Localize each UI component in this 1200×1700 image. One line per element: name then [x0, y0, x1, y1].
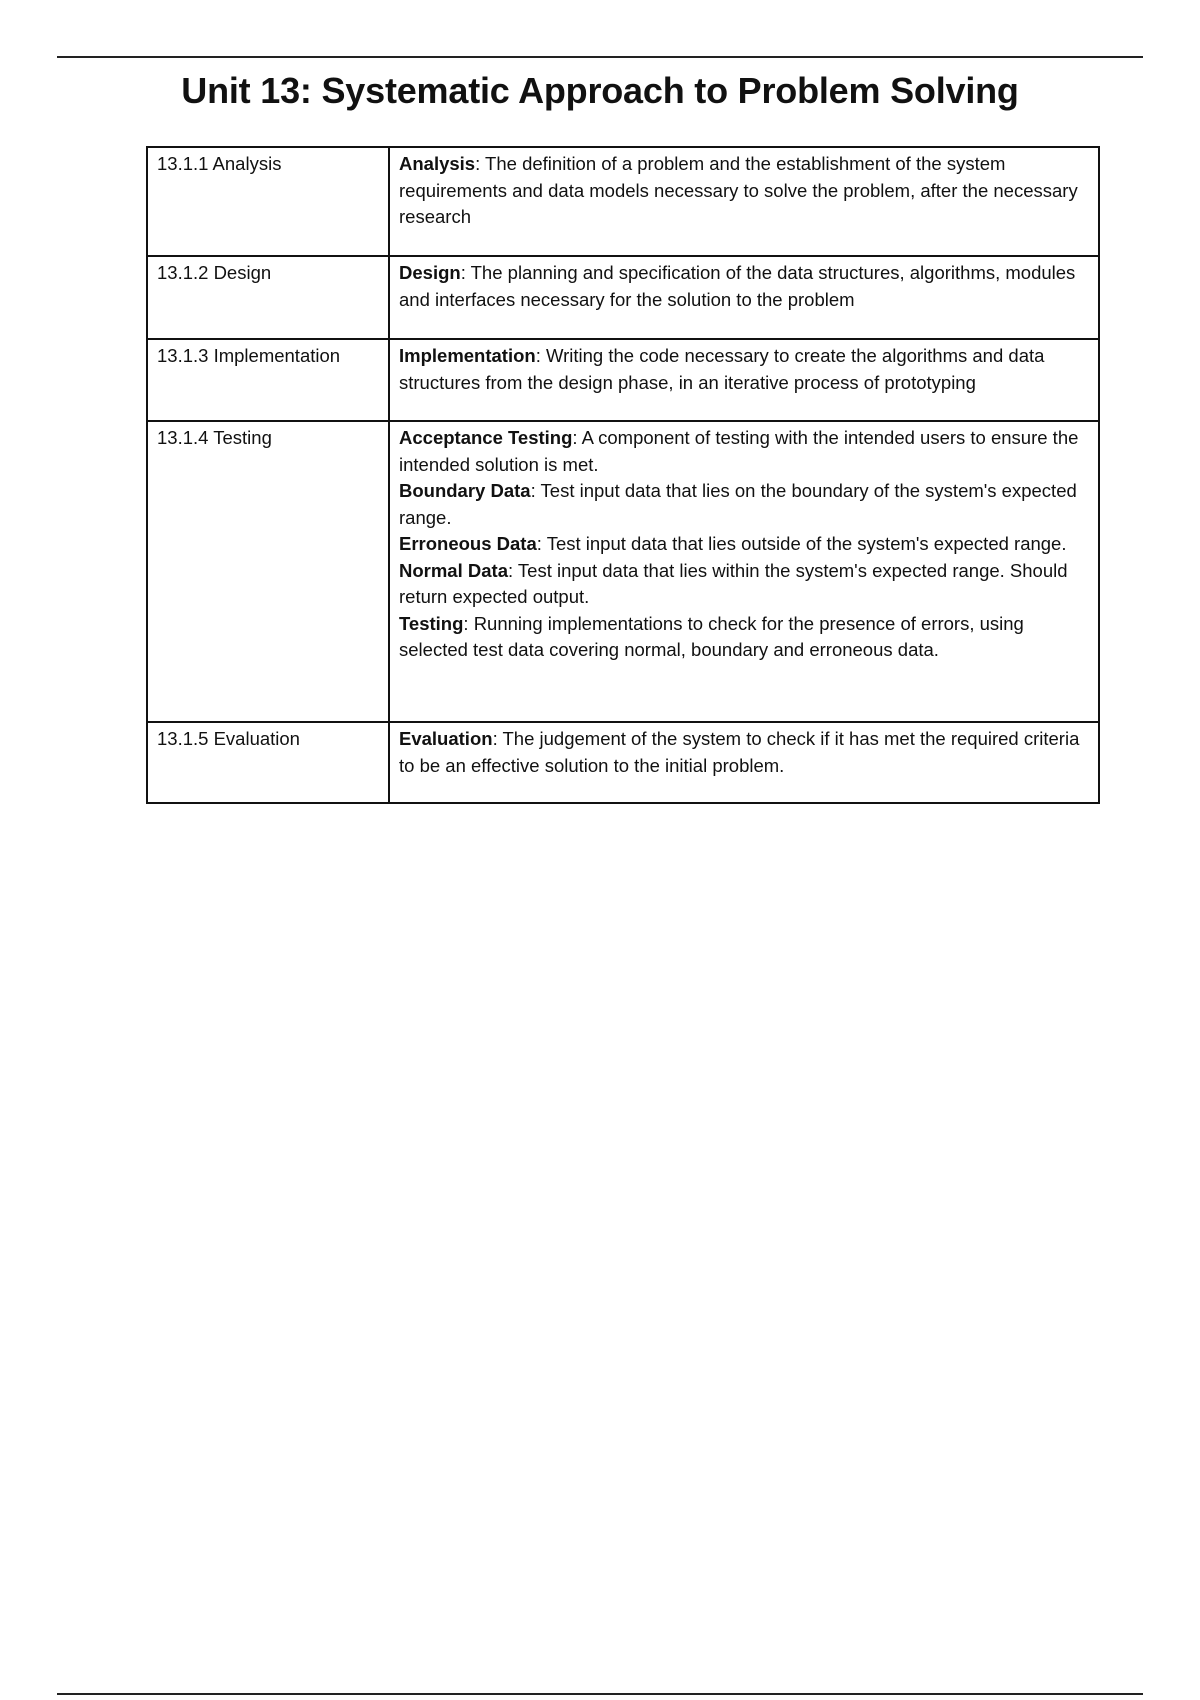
footer-rule	[57, 1693, 1143, 1695]
term-label: Analysis	[399, 153, 476, 174]
table-row	[147, 339, 1099, 421]
term-definition: : The definition of a problem and the establishment of the system requirements and data models necessary to solve the problem, after the necessary research	[399, 153, 1078, 227]
definition-entry	[399, 151, 1089, 231]
header-rule	[57, 56, 1143, 58]
term-definition: : The planning and specification of the data structures, algorithms, modules and interfaces necessary for the solution to the problem	[399, 262, 1076, 310]
definition-entry	[399, 726, 1089, 779]
definition-entry	[399, 260, 1089, 313]
term-definition: : Test input data that lies outside of the system's expected range.	[536, 533, 1067, 554]
term-definition: : A component of testing with the intended users to ensure the intended solution is met.	[399, 427, 1079, 475]
term-label: Implementation	[399, 345, 536, 366]
definition-entry	[399, 531, 1089, 558]
topic-cell: 13.1.5 Evaluation	[147, 722, 389, 803]
term-definition: : Writing the code necessary to create the algorithms and data structures from the design phase, in an iterative process of prototyping	[399, 345, 1045, 393]
term-definition: : Running implementations to check for the presence of errors, using selected test data covering normal, boundary and erroneous data.	[399, 612, 1024, 660]
definition-cell	[389, 256, 1099, 339]
definition-entry	[399, 478, 1089, 531]
definition-entry	[399, 611, 1089, 664]
definition-entry	[399, 558, 1089, 611]
topic-cell: 13.1.1 Analysis	[147, 147, 389, 256]
definition-entry	[399, 425, 1089, 478]
table-row	[147, 147, 1099, 256]
term-definition: : Test input data that lies within the system's expected range. Should return expected output.	[399, 559, 1068, 607]
topic-cell: 13.1.3 Implementation	[147, 339, 389, 421]
definition-cell	[389, 722, 1099, 803]
term-definition: : The judgement of the system to check if it has met the required criteria to be an effective solution to the initial problem.	[399, 728, 1080, 776]
definition-entry	[399, 343, 1089, 396]
term-label: Boundary Data	[399, 480, 531, 501]
definition-cell	[389, 147, 1099, 256]
term-label: Erroneous Data	[399, 533, 537, 554]
term-label: Design	[399, 262, 461, 283]
term-definition: : Test input data that lies on the boundary of the system's expected range.	[399, 480, 1077, 528]
table-row	[147, 722, 1099, 803]
table-row	[147, 256, 1099, 339]
term-label: Evaluation	[399, 728, 493, 749]
term-label: Testing	[399, 612, 464, 634]
term-label: Acceptance Testing	[399, 427, 573, 448]
definition-cell	[389, 339, 1099, 421]
table-row	[147, 421, 1099, 722]
topic-cell: 13.1.2 Design	[147, 256, 389, 339]
term-label: Normal Data	[399, 559, 508, 581]
definition-cell	[389, 421, 1099, 722]
topic-cell: 13.1.4 Testing	[147, 421, 389, 722]
glossary-table	[146, 146, 1100, 804]
page-title: Unit 13: Systematic Approach to Problem Solving	[181, 70, 1019, 111]
